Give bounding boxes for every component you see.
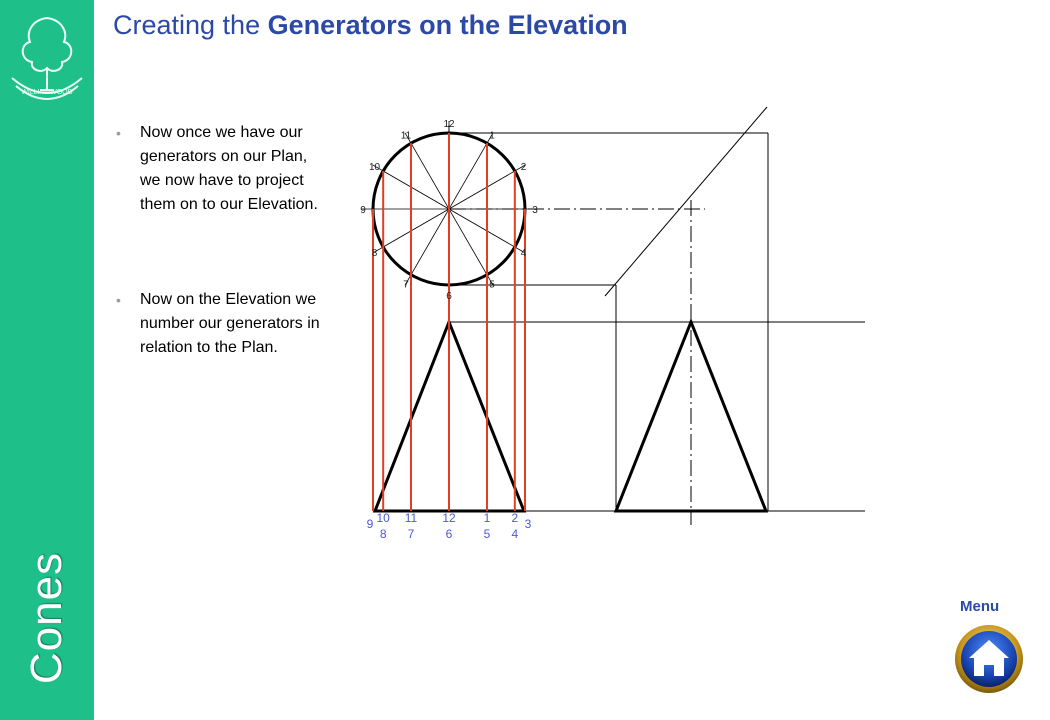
elevation-label-4: 4: [511, 527, 519, 541]
elevation-label-7: 7: [407, 527, 415, 541]
elevation-label-9: 9: [366, 517, 374, 531]
plan-label-10: 10: [368, 162, 381, 173]
bullet-text-2: Now on the Elevation we number our generators in relation to the Plan.: [140, 291, 320, 356]
plan-label-8: 8: [371, 248, 378, 259]
elevation-label-1: 1: [483, 511, 491, 525]
plan-label-12: 12: [443, 119, 455, 130]
page-title-prefix: Creating the: [113, 10, 268, 40]
page-title-bold: Generators on the Elevation: [267, 10, 628, 40]
elevation-label-10: 10: [376, 511, 390, 525]
school-crest-logo: [2, 8, 92, 108]
mitre-line: [605, 107, 767, 296]
elevation-label-8: 8: [379, 527, 387, 541]
elevation-label-2: 2: [511, 511, 519, 525]
elevation-label-3: 3: [524, 517, 532, 531]
logo-text: WILLIAMWOOD: [21, 89, 73, 96]
elevation-label-5: 5: [483, 527, 491, 541]
plan-label-5: 5: [489, 279, 495, 291]
sidebar-title: Cones: [22, 551, 71, 685]
plan-label-9: 9: [360, 205, 366, 216]
page-title: [113, 10, 628, 41]
plan-label-1: 1: [489, 130, 495, 142]
plan-label-7: 7: [403, 279, 409, 291]
elevation-label-11: 11: [404, 511, 418, 525]
elevation-label-6: 6: [445, 527, 453, 541]
plan-label-4: 4: [520, 248, 527, 259]
bullet-dot: •: [116, 125, 121, 141]
elevation-label-12: 12: [442, 511, 456, 525]
sidebar: [0, 0, 94, 720]
menu-label: Menu: [960, 598, 1000, 615]
plan-label-2: 2: [520, 162, 527, 173]
plan-label-11: 11: [400, 130, 412, 142]
elevation-number-labels: [367, 511, 532, 541]
plan-label-6: 6: [446, 291, 452, 302]
bullet-item-1: [118, 121, 328, 217]
home-button[interactable]: [954, 624, 1024, 694]
bullet-dot: •: [116, 292, 121, 308]
plan-label-3: 3: [532, 205, 538, 216]
cone-projection-drawing: [355, 100, 875, 560]
bullet-text-1: Now once we have our generators on our Plan, we now have to project them on to our Elevation.: [140, 124, 318, 213]
bullet-item-2: [118, 288, 328, 360]
